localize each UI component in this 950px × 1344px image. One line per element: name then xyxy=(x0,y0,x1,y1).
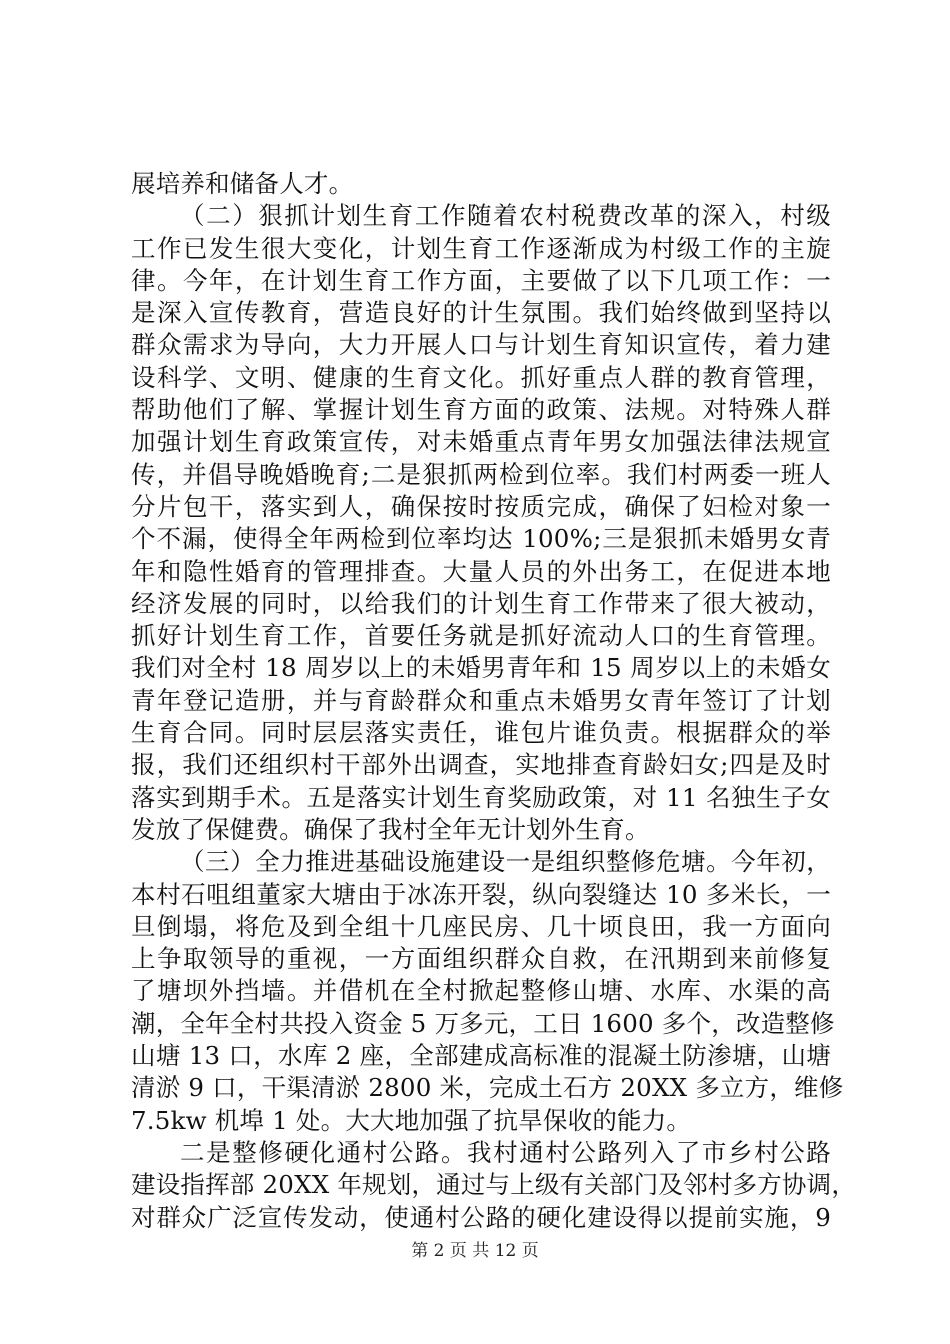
text-line: 个不漏，使得全年两检到位率均达 100%;三是狠抓未婚男女青 xyxy=(131,524,831,554)
text-line: 报，我们还组织村干部外出调查，实地排查育龄妇女;四是及时 xyxy=(131,750,831,780)
text-line: 经济发展的同时，以给我们的计划生育工作带来了很大被动， xyxy=(131,588,831,618)
text-line: 旦倒塌，将危及到全组十几座民房、几十顷良田，我一方面向 xyxy=(131,911,831,941)
text-line: 上争取领导的重视，一方面组织群众自救，在汛期到来前修复 xyxy=(131,944,831,974)
text-line: 本村石咀组董家大塘由于冰冻开裂，纵向裂缝达 10 多米长，一 xyxy=(131,879,831,909)
text-line: 7.5kw 机埠 1 处。大大地加强了抗旱保收的能力。 xyxy=(131,1105,692,1135)
text-line: 生育合同。同时层层落实责任，谁包片谁负责。根据群众的举 xyxy=(131,718,831,748)
text-line: 潮，全年全村共投入资金 5 万多元，工日 1600 多个，改造整修 xyxy=(131,1008,835,1038)
document-body xyxy=(131,168,857,1234)
text-line: 对群众广泛宣传发动，使通村公路的硬化建设得以提前实施，9 xyxy=(131,1202,831,1232)
text-line: 我们对全村 18 周岁以上的未婚男青年和 15 周岁以上的未婚女 xyxy=(131,653,831,683)
text-line: 是深入宣传教育，营造良好的计生氛围。我们始终做到坚持以 xyxy=(131,298,831,328)
text-line: 抓好计划生育工作，首要任务就是抓好流动人口的生育管理。 xyxy=(131,621,831,651)
text-line: 加强计划生育政策宣传，对未婚重点青年男女加强法律法规宣 xyxy=(131,427,831,457)
text-line: 清淤 9 口，干渠清淤 2800 米，完成土石方 20XX 多立方，维修 xyxy=(131,1073,844,1103)
text-line: 工作已发生很大变化，计划生育工作逐渐成为村级工作的主旋 xyxy=(131,233,831,263)
text-line: 了塘坝外挡墙。并借机在全村掀起整修山塘、水库、水渠的高 xyxy=(131,976,831,1006)
text-line: 山塘 13 口，水库 2 座，全部建成高标准的混凝土防渗塘，山塘 xyxy=(131,1041,831,1071)
paragraph-heading-line: （二）狠抓计划生育工作随着农村税费改革的深入，村级 xyxy=(180,201,831,231)
text-line: 分片包干，落实到人，确保按时按质完成，确保了妇检对象一 xyxy=(131,491,831,521)
text-line: 建设指挥部 20XX 年规划，通过与上级有关部门及邻村多方协调， xyxy=(131,1170,857,1200)
text-line: 群众需求为导向，大力开展人口与计划生育知识宣传，着力建 xyxy=(131,330,831,360)
page-footer xyxy=(0,1240,950,1262)
text-line: 发放了保健费。确保了我村全年无计划外生育。 xyxy=(131,814,650,844)
text-line: 传，并倡导晚婚晚育;二是狠抓两检到位率。我们村两委一班人 xyxy=(131,459,831,489)
text-line: 落实到期手术。五是落实计划生育奖励政策，对 11 名独生子女 xyxy=(131,782,831,812)
text-line: 设科学、文明、健康的生育文化。抓好重点人群的教育管理， xyxy=(131,362,831,392)
text-line: 帮助他们了解、掌握计划生育方面的政策、法规。对特殊人群 xyxy=(131,395,831,425)
text-line: 青年登记造册，并与育龄群众和重点未婚男女青年签订了计划 xyxy=(131,685,831,715)
paragraph-heading-line: 二是整修硬化通村公路。我村通村公路列入了市乡村公路 xyxy=(180,1137,831,1167)
text-line: 年和隐性婚育的管理排查。大量人员的外出务工，在促进本地 xyxy=(131,556,831,586)
page-number-label: 第 2 页 共 12 页 xyxy=(411,1241,539,1261)
text-line: 律。今年，在计划生育工作方面，主要做了以下几项工作：一 xyxy=(131,265,831,295)
paragraph-heading-line: （三）全力推进基础设施建设一是组织整修危塘。今年初， xyxy=(180,847,831,877)
text-line: 展培养和储备人才。 xyxy=(131,169,354,198)
